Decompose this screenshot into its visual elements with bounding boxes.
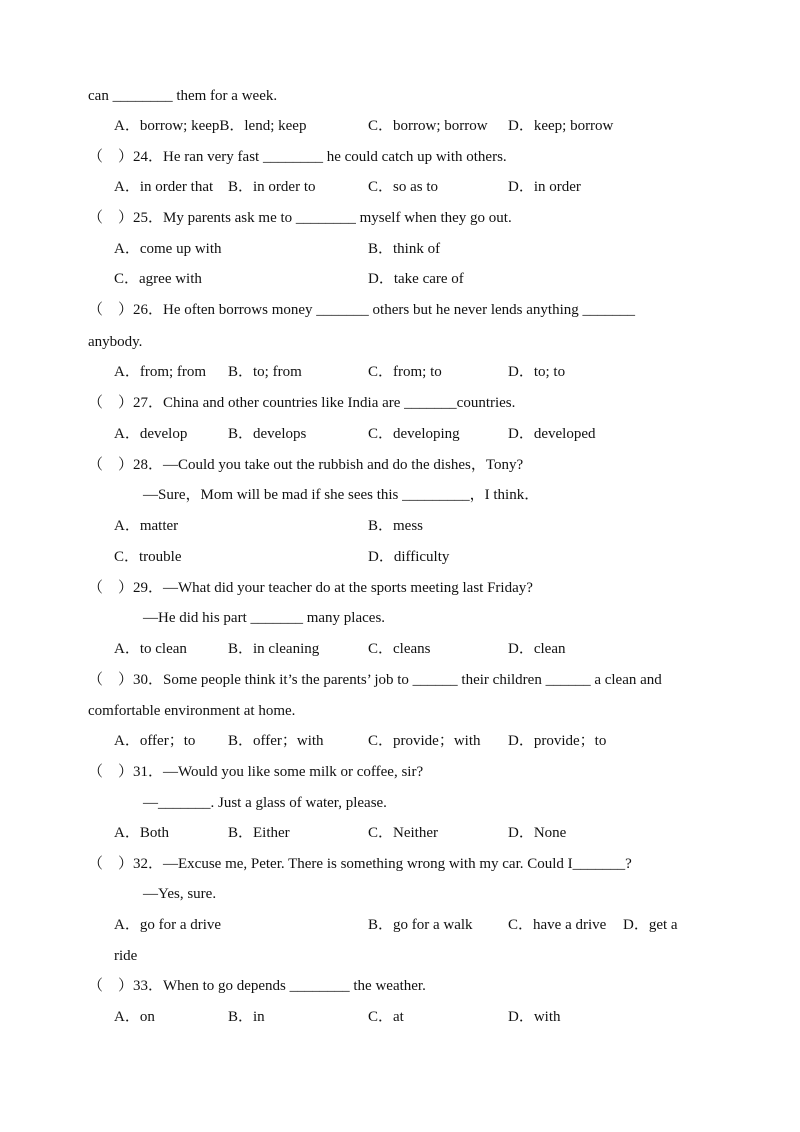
q30-option-d: D．provide；to <box>508 733 607 749</box>
q26-option-a: A．from; from <box>114 364 207 380</box>
question-27-stem: （ ）27．China and other countries like India are _______countries. <box>88 395 516 411</box>
q27-option-a: A．develop <box>114 426 188 442</box>
q29-option-b: B．in cleaning <box>228 641 320 657</box>
q30-option-c: C．provide；with <box>368 733 481 749</box>
q26-option-d: D．to; to <box>508 364 566 380</box>
q29-option-d: D．clean <box>508 641 566 657</box>
q27-option-b: B．develops <box>228 426 307 442</box>
q33-option-c: C．at <box>368 1009 404 1025</box>
q26-option-b: B．to; from <box>228 364 302 380</box>
q30-option-b: B．offer；with <box>228 733 324 749</box>
q27-option-d: D．developed <box>508 426 596 442</box>
q25-option-a: A．come up with <box>114 241 222 257</box>
q32-option-d: D．get a <box>623 917 678 933</box>
question-32-reply: —Yes, sure. <box>143 886 217 902</box>
q33-option-d: D．with <box>508 1009 561 1025</box>
q25-option-b: B．think of <box>368 241 441 257</box>
q28-option-a: A．matter <box>114 518 179 534</box>
question-25-stem: （ ）25．My parents ask me to ________ myself when they go out. <box>88 210 512 226</box>
q26-option-c: C．from; to <box>368 364 442 380</box>
q23-option-c: C．borrow; borrow <box>368 118 488 134</box>
question-26-stem: （ ）26．He often borrows money _______ others but he never lends anything _______ <box>88 302 635 318</box>
question-31-stem: （ ）31．—Would you like some milk or coffee, sir? <box>88 764 424 780</box>
q24-option-b: B．in order to <box>228 179 316 195</box>
q31-option-b: B．Either <box>228 825 290 841</box>
q23-option-ab: A．borrow; keepB．lend; keep <box>114 118 307 134</box>
q30-option-a: A．offer；to <box>114 733 196 749</box>
q32-option-b: B．go for a walk <box>368 917 473 933</box>
q23-option-d: D．keep; borrow <box>508 118 614 134</box>
continuation-line: can ________ them for a week. <box>88 88 278 104</box>
q32-option-c: C．have a drive <box>508 917 607 933</box>
q24-option-d: D．in order <box>508 179 581 195</box>
q28-option-d: D．difficulty <box>368 549 450 565</box>
q29-option-c: C．cleans <box>368 641 431 657</box>
q31-option-c: C．Neither <box>368 825 438 841</box>
q27-option-c: C．developing <box>368 426 460 442</box>
q33-option-b: B．in <box>228 1009 265 1025</box>
q25-option-c: C．agree with <box>114 271 202 287</box>
question-32-stem: （ ）32．—Excuse me, Peter. There is something wrong with my car. Could I_______? <box>88 856 632 872</box>
q24-option-c: C．so as to <box>368 179 439 195</box>
question-28-reply: —Sure，Mom will be mad if she sees this _________，I think． <box>143 487 540 503</box>
q29-option-a: A．to clean <box>114 641 187 657</box>
question-24-stem: （ ）24．He ran very fast ________ he could catch up with others. <box>88 149 507 165</box>
q28-option-b: B．mess <box>368 518 424 534</box>
question-29-reply: —He did his part _______ many places. <box>143 610 386 626</box>
question-29-stem: （ ）29．—What did your teacher do at the sports meeting last Friday? <box>88 580 533 596</box>
question-26-stem-cont: anybody. <box>88 334 143 350</box>
question-33-stem: （ ）33．When to go depends ________ the weather. <box>88 978 426 994</box>
q28-option-c: C．trouble <box>114 549 182 565</box>
q24-option-a: A．in order that <box>114 179 214 195</box>
q25-option-d: D．take care of <box>368 271 464 287</box>
question-31-reply: —_______. Just a glass of water, please. <box>143 795 387 811</box>
question-30-stem: （ ）30．Some people think it’s the parents’ job to ______ their children ______ a clean and <box>88 672 662 688</box>
question-30-stem-cont: comfortable environment at home. <box>88 703 296 719</box>
question-28-stem: （ ）28．—Could you take out the rubbish and do the dishes，Tony? <box>88 457 524 473</box>
q32-option-a: A．go for a drive <box>114 917 222 933</box>
q31-option-d: D．None <box>508 825 567 841</box>
q32-option-d-cont: ride <box>114 948 138 964</box>
q33-option-a: A．on <box>114 1009 155 1025</box>
q31-option-a: A．Both <box>114 825 170 841</box>
